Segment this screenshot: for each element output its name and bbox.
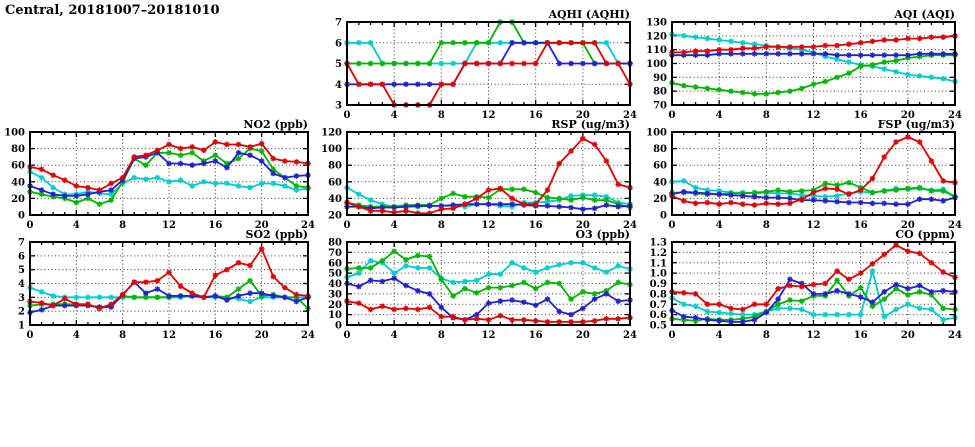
chart-title-rsp: RSP (ug/m3) (551, 118, 630, 131)
svg-text:12: 12 (162, 220, 176, 231)
svg-text:20: 20 (653, 193, 667, 205)
page-title: Central, 20181007–20181010 (5, 3, 220, 18)
chart-title-aqhi: AQHI (AQHI) (548, 8, 630, 21)
svg-text:10: 10 (328, 310, 342, 322)
svg-text:0: 0 (668, 110, 676, 121)
chart-title-o3: O3 (ppb) (575, 228, 630, 241)
chart-canvas-rsp (321, 118, 637, 231)
chart-aqhi (335, 8, 637, 121)
svg-text:24: 24 (948, 330, 962, 341)
svg-text:100: 100 (4, 127, 25, 139)
svg-text:3: 3 (18, 292, 25, 304)
svg-text:100: 100 (321, 144, 342, 156)
chart-canvas-co (649, 228, 962, 341)
svg-text:16: 16 (208, 330, 223, 341)
svg-text:20: 20 (900, 330, 915, 341)
svg-text:6: 6 (335, 38, 342, 50)
svg-text:24: 24 (301, 220, 315, 231)
svg-text:100: 100 (646, 59, 667, 70)
svg-text:110: 110 (646, 45, 667, 57)
svg-text:8: 8 (119, 330, 127, 341)
chart-so2 (18, 228, 315, 341)
svg-text:20: 20 (254, 330, 269, 341)
svg-text:2: 2 (18, 306, 25, 318)
svg-text:0: 0 (26, 330, 34, 341)
svg-text:8: 8 (119, 220, 127, 231)
svg-text:7: 7 (18, 237, 25, 249)
svg-text:16: 16 (853, 110, 868, 121)
svg-text:8: 8 (437, 220, 445, 231)
svg-text:16: 16 (208, 220, 223, 231)
svg-text:24: 24 (948, 220, 962, 231)
svg-text:6: 6 (18, 251, 25, 263)
svg-text:0: 0 (668, 220, 676, 231)
svg-text:0: 0 (335, 320, 342, 332)
chart-rsp (321, 118, 637, 231)
svg-text:4: 4 (715, 110, 723, 121)
svg-text:12: 12 (162, 330, 176, 341)
svg-text:60: 60 (653, 160, 667, 172)
svg-text:40: 40 (328, 279, 342, 290)
svg-text:70: 70 (653, 100, 667, 112)
svg-text:0.8: 0.8 (649, 289, 667, 301)
svg-text:12: 12 (806, 110, 821, 121)
chart-fsp (646, 118, 962, 231)
svg-text:0: 0 (343, 110, 351, 121)
svg-text:4: 4 (18, 279, 25, 290)
svg-text:60: 60 (328, 177, 342, 189)
chart-title-no2: NO2 (ppb) (243, 118, 308, 131)
chart-canvas-aqi (646, 8, 962, 121)
svg-text:0: 0 (343, 330, 351, 341)
svg-text:24: 24 (623, 330, 637, 341)
svg-text:8: 8 (437, 330, 445, 341)
svg-text:8: 8 (762, 110, 770, 121)
svg-text:20: 20 (328, 299, 342, 311)
chart-title-co: CO (ppm) (895, 228, 955, 241)
svg-text:16: 16 (528, 110, 543, 121)
svg-text:130: 130 (646, 17, 667, 29)
svg-text:80: 80 (11, 144, 25, 156)
svg-text:4: 4 (390, 330, 398, 341)
svg-text:60: 60 (328, 258, 342, 270)
svg-text:16: 16 (853, 330, 868, 341)
svg-text:8: 8 (762, 330, 770, 341)
svg-text:12: 12 (806, 220, 821, 231)
svg-text:0: 0 (343, 220, 351, 231)
chart-o3 (328, 228, 637, 341)
svg-text:24: 24 (948, 110, 962, 121)
svg-text:0.5: 0.5 (649, 320, 667, 332)
chart-title-fsp: FSP (ug/m3) (877, 118, 955, 131)
svg-text:60: 60 (11, 160, 25, 172)
svg-text:4: 4 (335, 79, 342, 91)
svg-text:12: 12 (806, 330, 821, 341)
svg-text:90: 90 (653, 72, 667, 84)
svg-text:20: 20 (575, 110, 590, 121)
svg-text:8: 8 (762, 220, 770, 231)
svg-text:20: 20 (328, 210, 342, 222)
svg-text:120: 120 (646, 31, 667, 43)
svg-text:1.3: 1.3 (649, 237, 667, 249)
svg-text:4: 4 (72, 330, 80, 341)
svg-text:80: 80 (653, 144, 667, 156)
chart-canvas-so2 (18, 228, 315, 341)
svg-text:5: 5 (335, 59, 342, 70)
chart-canvas-o3 (328, 228, 637, 341)
svg-text:3: 3 (335, 100, 342, 112)
svg-text:20: 20 (11, 193, 25, 205)
chart-canvas-no2 (4, 118, 315, 231)
svg-text:1.2: 1.2 (649, 247, 667, 259)
svg-text:4: 4 (390, 220, 398, 231)
svg-text:120: 120 (321, 127, 342, 139)
svg-text:8: 8 (437, 110, 445, 121)
svg-text:80: 80 (328, 237, 342, 249)
svg-text:4: 4 (72, 220, 80, 231)
svg-text:20: 20 (900, 220, 915, 231)
svg-text:40: 40 (11, 177, 25, 189)
svg-text:0.7: 0.7 (649, 299, 667, 311)
svg-text:20: 20 (254, 220, 269, 231)
svg-text:12: 12 (481, 330, 496, 341)
svg-text:0: 0 (668, 330, 676, 341)
chart-aqi (646, 8, 962, 121)
svg-text:5: 5 (18, 265, 25, 277)
svg-text:80: 80 (328, 160, 342, 172)
svg-text:0: 0 (18, 210, 25, 222)
svg-text:0: 0 (660, 210, 667, 222)
svg-text:24: 24 (623, 110, 637, 121)
svg-text:40: 40 (328, 193, 342, 205)
svg-text:20: 20 (575, 220, 590, 231)
svg-text:30: 30 (328, 289, 342, 301)
chart-co (649, 228, 962, 341)
svg-text:100: 100 (646, 127, 667, 139)
chart-canvas-aqhi (335, 8, 637, 121)
svg-text:1.0: 1.0 (649, 268, 667, 280)
svg-text:80: 80 (653, 86, 667, 98)
svg-text:20: 20 (900, 110, 915, 121)
svg-text:0: 0 (26, 220, 34, 231)
chart-title-aqi: AQI (AQI) (894, 8, 955, 21)
svg-text:7: 7 (335, 17, 342, 29)
chart-no2 (4, 118, 315, 231)
svg-text:50: 50 (328, 268, 342, 280)
svg-text:4: 4 (390, 110, 398, 121)
svg-text:16: 16 (528, 330, 543, 341)
svg-text:1: 1 (18, 320, 25, 332)
chart-title-so2: SO2 (ppb) (245, 228, 308, 241)
svg-text:4: 4 (715, 330, 723, 341)
svg-text:24: 24 (301, 330, 315, 341)
svg-text:0.9: 0.9 (649, 279, 667, 290)
svg-text:12: 12 (481, 220, 496, 231)
svg-text:16: 16 (853, 220, 868, 231)
svg-text:16: 16 (528, 220, 543, 231)
svg-text:40: 40 (653, 177, 667, 189)
svg-text:20: 20 (575, 330, 590, 341)
svg-text:1.1: 1.1 (649, 258, 667, 270)
svg-text:24: 24 (623, 220, 637, 231)
chart-canvas-fsp (646, 118, 962, 231)
svg-text:4: 4 (715, 220, 723, 231)
svg-text:12: 12 (481, 110, 496, 121)
svg-text:70: 70 (328, 247, 342, 259)
svg-text:0.6: 0.6 (649, 310, 667, 322)
